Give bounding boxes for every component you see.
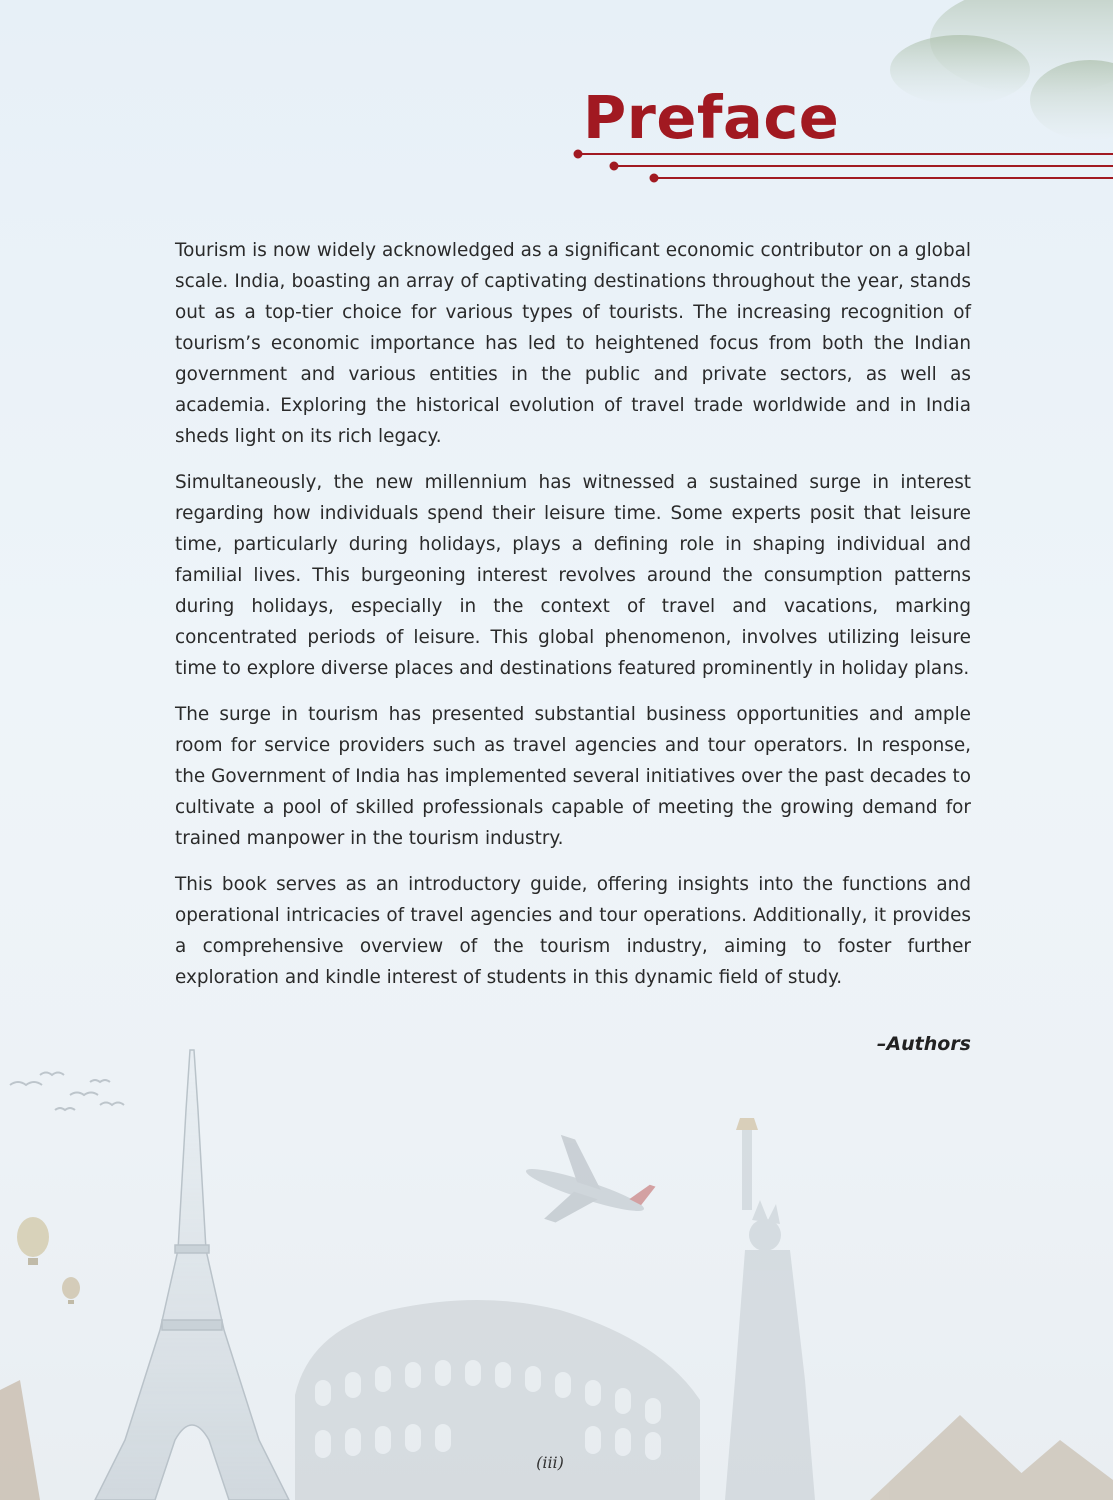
preface-body — [175, 235, 971, 1008]
paragraph-1: Tourism is now widely acknowledged as a significant economic contributor on a global scale. India, boasting an array of captivating destinations throughout the year, stands out as a top-tier choice for various types of tourists. The increasing recognition of tourism’s economic importance has led to heightened focus from both the Indian government and various entities in the public and private sectors, as well as academia. Exploring the historical evolution of travel trade worldwide and in India sheds light on its rich legacy. — [175, 240, 971, 447]
paragraph-3: The surge in tourism has presented substantial business opportunities and ample room for service providers such as travel agencies and tour operators. In response, the Government of India has implemented several initiatives over the past decades to cultivate a pool of skilled professionals capable of meeting the growing demand for trained manpower in the tourism industry. — [175, 704, 971, 849]
title-decorative-rule — [570, 146, 1113, 186]
hot-air-balloons — [17, 1217, 80, 1304]
airplane — [514, 1128, 662, 1248]
pyramids — [870, 1415, 1113, 1500]
tree-foliage — [890, 0, 1113, 140]
colosseum — [295, 1300, 700, 1500]
page-number: (iii) — [536, 1453, 564, 1472]
birds — [10, 1073, 124, 1111]
statue-of-liberty — [725, 1118, 815, 1500]
authors-signature: –Authors — [876, 1033, 971, 1055]
paragraph-4: This book serves as an introductory guide, offering insights into the functions and operational intricacies of travel agencies and tour operations. Additionally, it provides a comprehensive overview of the tourism industry, aiming to foster further exploration and kindle interest of students in this dynamic field of study. — [175, 874, 971, 988]
eiffel-tower — [95, 1050, 289, 1500]
rock-formation — [0, 1380, 40, 1500]
page-title: Preface — [583, 83, 840, 152]
paragraph-2: Simultaneously, the new millennium has witnessed a sustained surge in interest regarding how individuals spend their leisure time. Some experts posit that leisure time, particularly during holidays, plays a defining role in shaping individual and familial lives. This burgeoning interest revolves around the consumption patterns during holidays, especially in the context of travel and vacations, marking concentrated periods of leisure. This global phenomenon, involves utilizing leisure time to explore diverse places and destinations featured prominently in holiday plans. — [175, 472, 971, 679]
